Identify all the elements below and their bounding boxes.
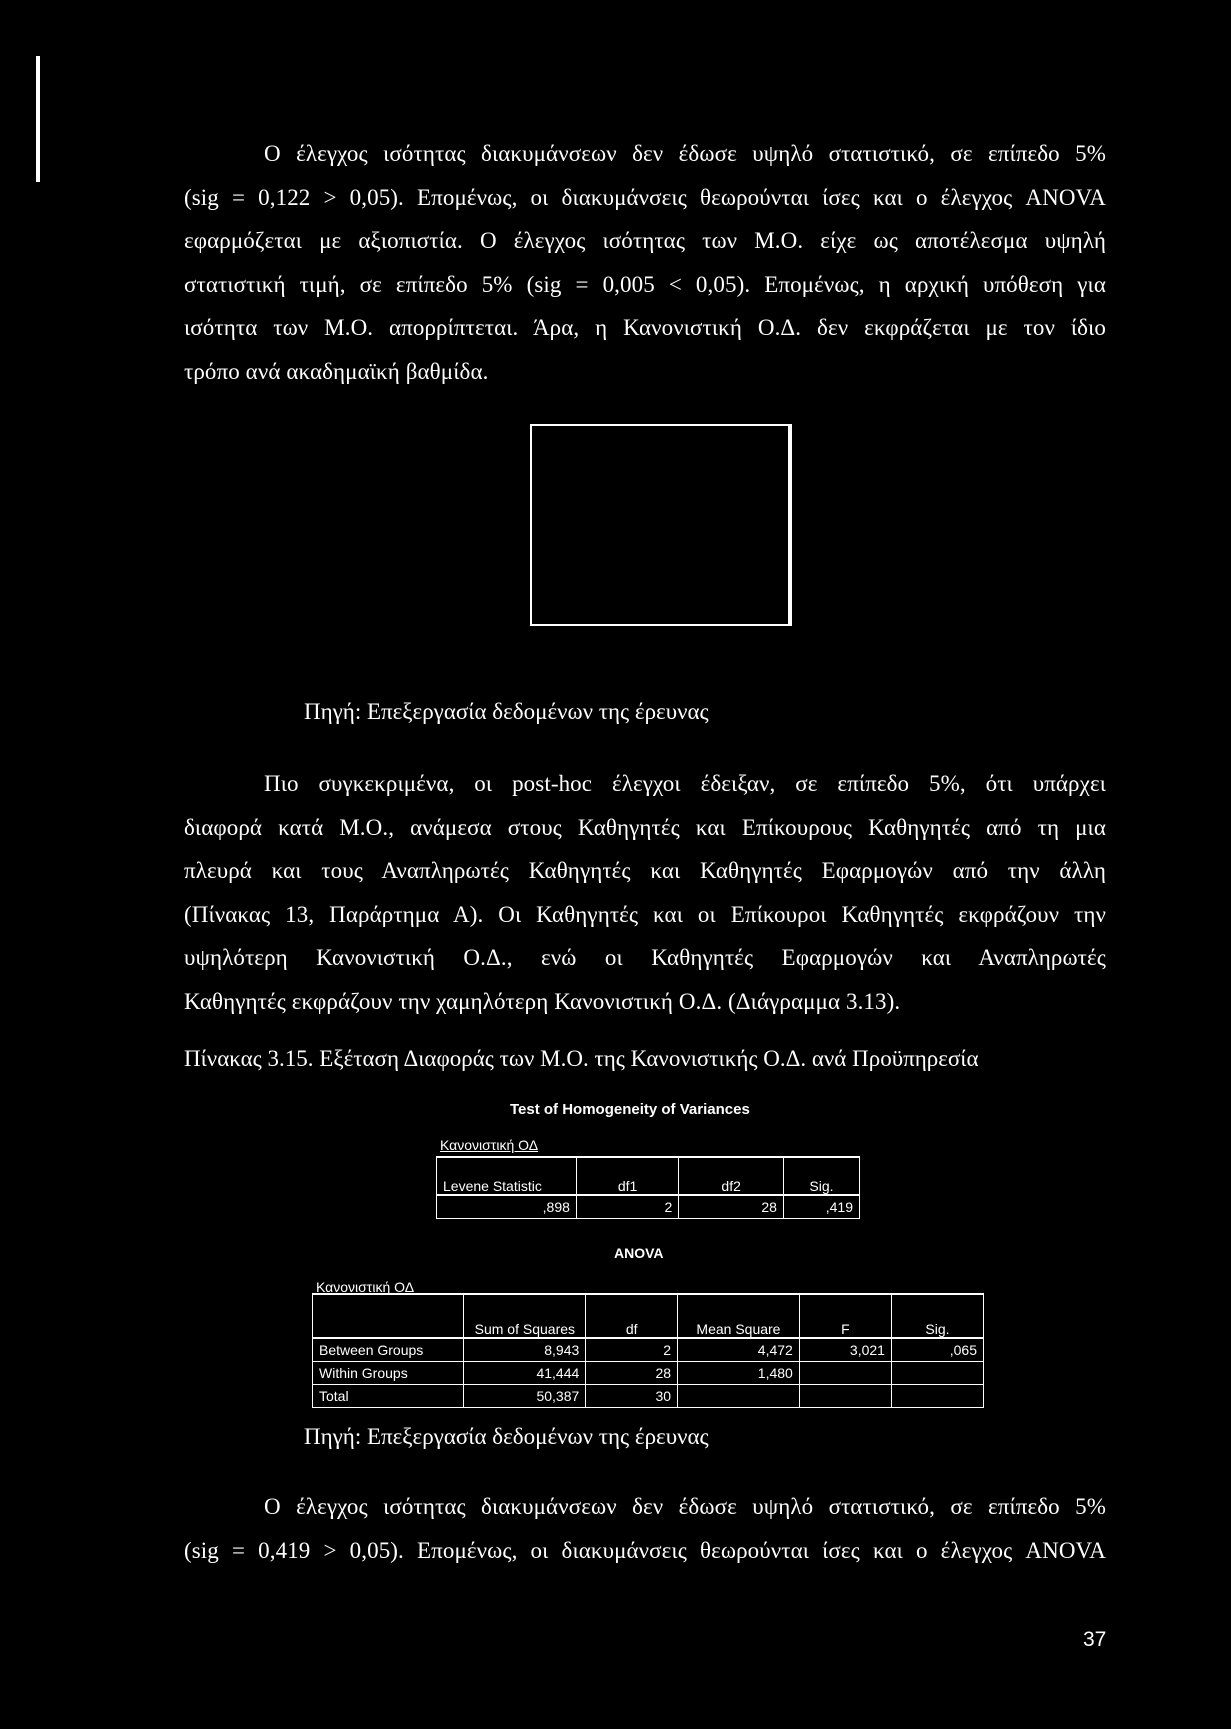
header-sig: Sig. xyxy=(783,1157,859,1195)
homogeneity-variable-label: Κανονιστική ΟΔ xyxy=(440,1137,539,1153)
paragraph-line: Πιο συγκεκριμένα, οι post-hoc έλεγχοι έδειξαν, σε επίπεδο 5%, ότι υπάρχει xyxy=(264,771,1106,796)
paragraph-homogeneity-result-2 xyxy=(184,1485,1106,1572)
row-label: Between Groups xyxy=(313,1338,464,1362)
table-row xyxy=(437,1195,860,1219)
source-note: Πηγή: Επεξεργασία δεδομένων της έρευνας xyxy=(304,699,709,724)
paragraph-line: Καθηγητές εκφράζουν την χαμηλότερη Κανονιστική Ο.Δ. (Διάγραμμα 3.13). xyxy=(184,988,901,1014)
paragraph-line: (Πίνακας 13, Παράρτημα Α). Οι Καθηγητές και οι Επίκουροι Καθηγητές εκφράζουν την xyxy=(184,901,1106,927)
frame-shadow xyxy=(788,426,791,624)
table-row xyxy=(313,1362,984,1385)
cell: ,065 xyxy=(891,1338,983,1362)
table-caption: Πίνακας 3.15. Εξέταση Διαφοράς των Μ.Ο. της Κανονιστικής Ο.Δ. ανά Προϋπηρεσία xyxy=(184,1046,979,1071)
cell xyxy=(891,1362,983,1385)
paragraph-line: (sig = 0,122 > 0,05). Επομένως, οι διακυμάνσεις θεωρούνται ίσες και ο έλεγχος ANOVA xyxy=(184,184,1106,210)
paragraph-line: ισότητα των Μ.Ο. απορρίπτεται. Άρα, η Κανονιστική Ο.Δ. δεν εκφράζεται με τον ίδιο xyxy=(184,315,1106,340)
cell: 28 xyxy=(586,1362,678,1385)
cell-df1: 2 xyxy=(576,1195,678,1219)
cell-sig: ,419 xyxy=(783,1195,859,1219)
source-note: Πηγή: Επεξεργασία δεδομένων της έρευνας xyxy=(304,1424,709,1449)
paragraph-line: (sig = 0,419 > 0,05). Επομένως, οι διακυμάνσεις θεωρούνται ίσες και ο έλεγχος ANOVA xyxy=(184,1537,1106,1563)
anova-table-title: ANOVA xyxy=(614,1245,664,1261)
paragraph-homogeneity-result-1 xyxy=(184,132,1106,393)
header-mean-square: Mean Square xyxy=(678,1294,800,1338)
paragraph-line: διαφορά κατά Μ.Ο., ανάμεσα στους Καθηγητές και Επίκουρους Καθηγητές από τη μια xyxy=(184,814,1106,840)
anova-variable-label: Κανονιστική ΟΔ xyxy=(316,1279,415,1295)
cell xyxy=(678,1385,800,1408)
row-label: Total xyxy=(313,1385,464,1408)
table-row xyxy=(313,1338,984,1362)
cell xyxy=(799,1362,891,1385)
header-levene: Levene Statistic xyxy=(437,1157,577,1195)
paragraph-line: υψηλότερη Κανονιστική Ο.Δ., ενώ οι Καθηγητές Εφαρμογών και Αναπληρωτές xyxy=(184,945,1106,970)
header-sum-of-squares: Sum of Squares xyxy=(464,1294,586,1338)
page-number: 37 xyxy=(1083,1628,1107,1651)
homogeneity-table xyxy=(436,1156,860,1219)
cell xyxy=(891,1385,983,1408)
cell: 41,444 xyxy=(464,1362,586,1385)
row-label: Within Groups xyxy=(313,1362,464,1385)
header-f: F xyxy=(799,1294,891,1338)
paragraph-line: στατιστική τιμή, σε επίπεδο 5% (sig = 0,005 < 0,05). Επομένως, η αρχική υπόθεση για xyxy=(184,271,1106,297)
table-row xyxy=(313,1385,984,1408)
cell: 50,387 xyxy=(464,1385,586,1408)
header-sig: Sig. xyxy=(891,1294,983,1338)
paragraph-line: Ο έλεγχος ισότητας διακυμάνσεων δεν έδωσε υψηλό στατιστικό, σε επίπεδο 5% xyxy=(264,141,1106,166)
cell: 1,480 xyxy=(678,1362,800,1385)
cell: 2 xyxy=(586,1338,678,1362)
header-df: df xyxy=(586,1294,678,1338)
cell: 4,472 xyxy=(678,1338,800,1362)
header-df1: df1 xyxy=(576,1157,678,1195)
header-empty xyxy=(313,1294,464,1338)
header-df2: df2 xyxy=(679,1157,784,1195)
cell-df2: 28 xyxy=(679,1195,784,1219)
table-header-row xyxy=(313,1294,984,1338)
cell: 8,943 xyxy=(464,1338,586,1362)
paragraph-posthoc xyxy=(184,762,1106,1023)
paragraph-line: τρόπο ανά ακαδημαϊκή βαθμίδα. xyxy=(184,358,489,384)
anova-table xyxy=(312,1293,984,1408)
cell xyxy=(799,1385,891,1408)
cell: 3,021 xyxy=(799,1338,891,1362)
paragraph-line: Ο έλεγχος ισότητας διακυμάνσεων δεν έδωσε υψηλό στατιστικό, σε επίπεδο 5% xyxy=(264,1494,1106,1519)
cell-levene: ,898 xyxy=(437,1195,577,1219)
paragraph-line: εφαρμόζεται με αξιοπιστία. Ο έλεγχος ισότητας των Μ.Ο. είχε ως αποτέλεσμα υψηλή xyxy=(184,228,1106,253)
margin-marker xyxy=(36,56,40,182)
table-header-row xyxy=(437,1157,860,1195)
chart-placeholder-frame xyxy=(530,424,792,626)
paragraph-line: πλευρά και τους Αναπληρωτές Καθηγητές και Καθηγητές Εφαρμογών από την άλλη xyxy=(184,858,1106,883)
cell: 30 xyxy=(586,1385,678,1408)
homogeneity-table-title: Test of Homogeneity of Variances xyxy=(510,1101,750,1118)
